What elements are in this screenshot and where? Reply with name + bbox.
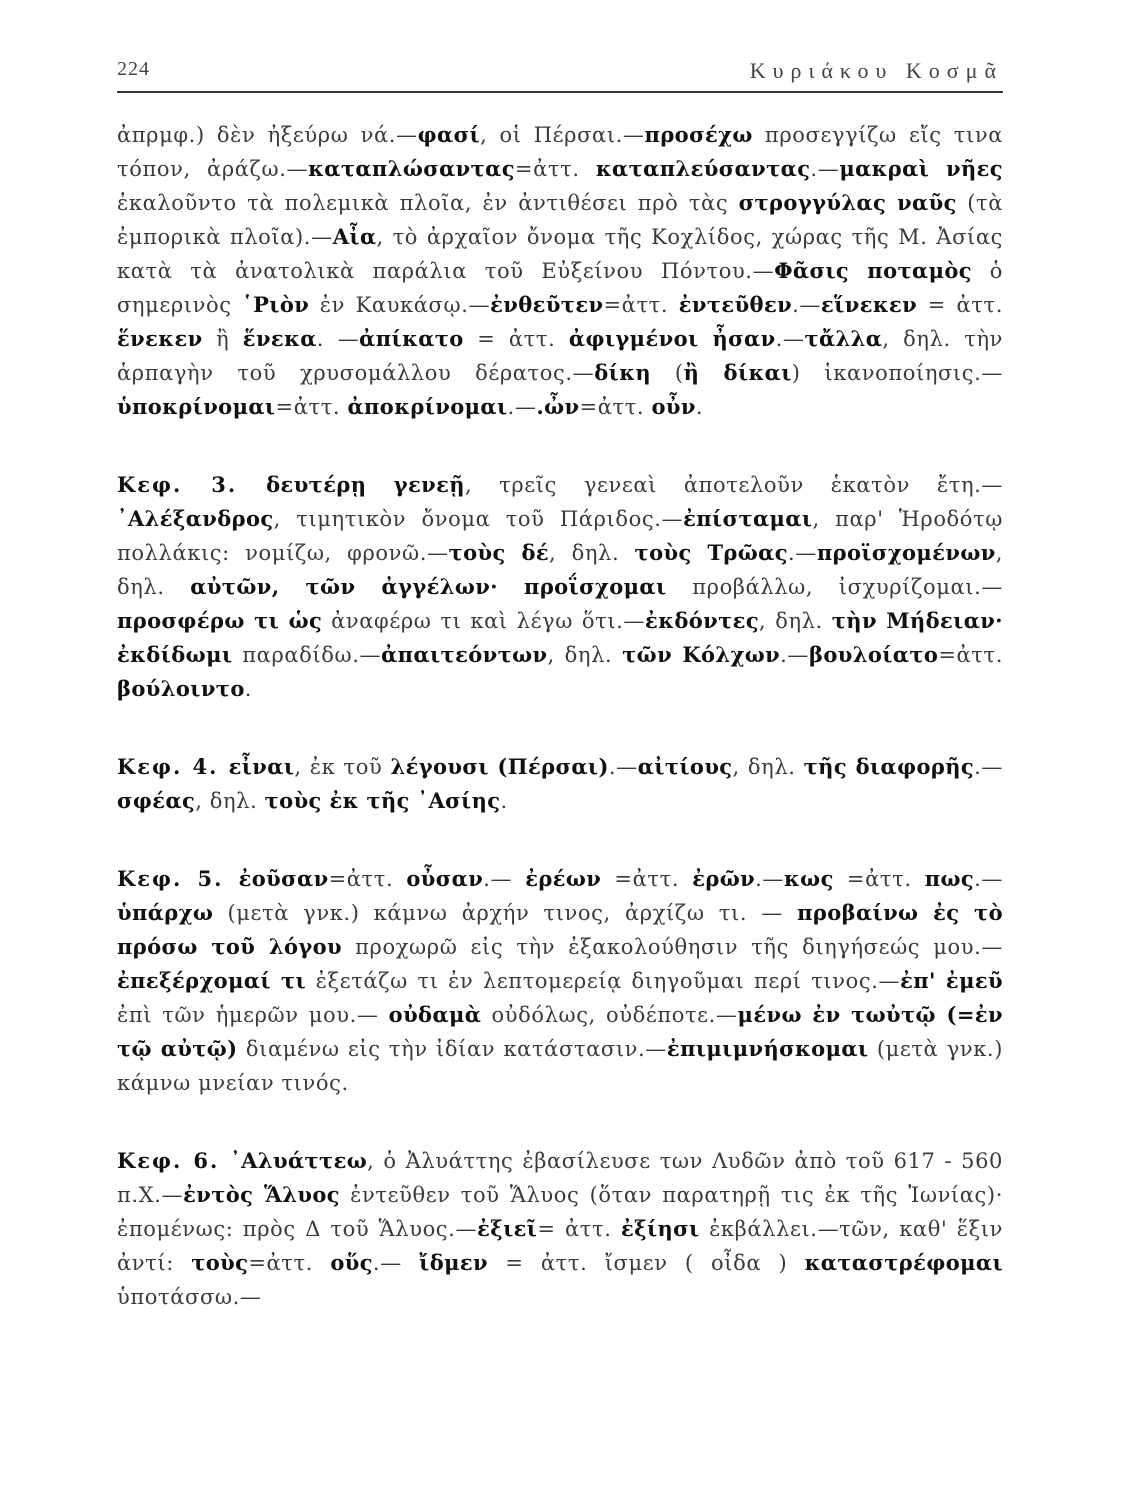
text-run: προσεγγίζω εἴς τινα τόπον, ἀράζω.— <box>117 123 1004 181</box>
paragraph-kef-5 <box>117 862 1003 1100</box>
bold-term: ῾Ριὸν <box>242 292 310 317</box>
bold-term: τοὺς δέ <box>448 540 550 565</box>
text-run: = ἀττ. <box>917 293 1004 317</box>
bold-term: τὴν Μήδειαν· ἐκδίδωμι <box>117 608 1003 667</box>
bold-term: οὖν <box>651 394 696 419</box>
page-header <box>117 58 1003 88</box>
text-run: ἐπὶ τῶν ἡμερῶν μου.— <box>117 1003 389 1027</box>
bold-term: προσφέρω τι ὡς <box>117 608 323 633</box>
body-text <box>117 118 1003 1314</box>
bold-term: ἐπ' ἐμεῦ <box>900 968 1003 993</box>
text-run: .— <box>787 541 817 565</box>
paragraph-intro <box>117 118 1003 424</box>
text-run: , δηλ. <box>759 609 832 633</box>
text-run: . <box>244 677 253 701</box>
text-run: .— <box>974 867 1003 891</box>
text-run: ( <box>651 361 684 385</box>
text-run: =ἀττ. <box>514 157 596 181</box>
text-run: (τὰ ἐμπορικὰ πλοῖα).— <box>117 191 1003 249</box>
section-label: Κεφ. 4. <box>117 754 229 779</box>
bold-term: οὐδαμὰ <box>388 1002 482 1027</box>
bold-term: ἐντὸς Ἅλυος <box>183 1182 340 1207</box>
text-run: (μετὰ γνκ.) κάμνω μνείαν τινός. <box>117 1037 1004 1095</box>
bold-term: φασί <box>417 122 481 147</box>
bold-term: Φᾶσις ποταμὸς <box>774 258 972 283</box>
bold-term: καταστρέφομαι <box>804 1250 1004 1275</box>
text-run: .— <box>810 157 840 181</box>
bold-term: τοὺς ἐκ τῆς ᾿Ασίης <box>264 788 501 813</box>
text-run: , ἐκ τοῦ <box>294 755 391 779</box>
text-run: , δηλ. <box>195 789 265 813</box>
text-run: ἢ <box>202 327 243 351</box>
text-run: διαμένω εἰς τὴν ἰδίαν κατάστασιν.— <box>237 1037 667 1061</box>
paragraph-kef-3 <box>117 468 1003 706</box>
text-run: .— <box>775 327 805 351</box>
bold-term: τῆς διαφορῆς <box>803 754 975 779</box>
page-number: 224 <box>117 58 150 80</box>
bold-term: ἕνεκα <box>242 326 317 351</box>
running-head: Κυριάκου Κοσμᾶ <box>749 58 1003 83</box>
text-run: .— <box>974 755 1004 779</box>
text-run: ἐν Καυκάσῳ.— <box>309 293 491 317</box>
text-run: ἐκαλοῦντο τὰ πολεμικὰ πλοῖα, ἐν ἀντιθέσει πρὸ τὰς <box>117 191 739 215</box>
text-run: =ἀττ. <box>579 395 652 419</box>
text-run: , τὸ ἀρχαῖον ὄνομα τῆς Κοχλίδος, χώρας τῆς Μ. Ἀσίας κατὰ τὰ ἀνατολικὰ παράλια τοῦ Εὐξείνου Πόντου.— <box>117 225 1003 283</box>
text-run: ἀπρμφ.) δὲν ἠξεύρω νά.— <box>117 123 418 147</box>
bold-term: δευτέρῃ γενεῇ <box>266 472 465 497</box>
text-run: =ἀττ. <box>275 395 348 419</box>
bold-term: ἐντεῦθεν <box>678 292 793 317</box>
bold-term: ἢ δίκαι <box>683 360 792 385</box>
bold-term: αὐτῶν, τῶν ἀγγέλων· προΐσχομαι <box>190 574 667 599</box>
bold-term: μακραὶ νῆες <box>839 156 1003 181</box>
paragraph-kef-6 <box>117 1144 1003 1314</box>
bold-term: ᾿Αλυάττεω <box>230 1148 368 1173</box>
text-run: , οἱ Πέρσαι.— <box>480 123 645 147</box>
bold-term: τἄλλα <box>804 326 883 351</box>
text-run: , ὁ Ἀλυάττης ἐβασίλευσε των Λυδῶν ἀπὸ τοῦ 617 - 560 π.Χ.— <box>117 1149 1004 1207</box>
bold-term: ἀποκρίνομαι <box>347 394 508 419</box>
section-label: Κεφ. 6. <box>117 1148 231 1173</box>
text-run: .— <box>507 395 537 419</box>
bold-term: ἕνεκεν <box>117 326 203 351</box>
bold-term: εἶναι <box>228 754 295 779</box>
text-run: . — <box>316 327 360 351</box>
text-run: ὑποτάσσω.— <box>117 1285 262 1309</box>
text-run: = ἀττ. <box>463 327 569 351</box>
bold-term: προβαίνω ἐς τὸ πρόσω τοῦ λόγου <box>117 900 1003 959</box>
text-run: παραδίδω.— <box>232 643 382 667</box>
bold-term: βουλοίατο <box>808 642 939 667</box>
text-run: , δηλ. <box>732 755 804 779</box>
bold-term: οὕς <box>330 1250 373 1275</box>
text-run: . <box>695 395 704 419</box>
text-run: .— <box>483 867 526 891</box>
bold-term: ἐρέων <box>525 866 602 891</box>
text-run: . <box>500 789 508 813</box>
bold-term: ἐνθεῦτεν <box>490 292 604 317</box>
paragraph-kef-4 <box>117 750 1003 818</box>
bold-term: .ὦν <box>536 394 580 419</box>
text-run: =ἀττ. <box>833 867 925 891</box>
bold-term: τῶν Κόλχων <box>622 642 781 667</box>
bold-term: ἴδμεν <box>419 1250 489 1275</box>
bold-term: ἀπίκατο <box>359 326 464 351</box>
text-run: =ἀττ. <box>601 867 693 891</box>
text-run: .— <box>755 867 785 891</box>
text-run: , δηλ. τὴν ἁρπαγὴν τοῦ χρυσομάλλου δέρατος.— <box>117 327 1004 385</box>
bold-term: ᾿Αλέξανδρος <box>117 506 274 531</box>
text-run: ὁ σημερινὸς <box>117 259 1003 317</box>
bold-term: ἐρῶν <box>692 866 756 891</box>
bold-term: αἰτίους <box>637 754 733 779</box>
bold-term: τοὺς <box>191 1250 249 1275</box>
bold-term: ἐπιμιμνήσκομαι <box>666 1036 869 1061</box>
text-run: =ἀττ. <box>603 293 679 317</box>
text-run: , τιμητικὸν ὄνομα τοῦ Πάριδος.— <box>273 507 684 531</box>
text-run: .— <box>780 643 809 667</box>
bold-term: ἐοῦσαν <box>238 866 329 891</box>
text-run: =ἀττ. <box>328 867 407 891</box>
bold-term: Αἶα <box>332 224 377 249</box>
text-run: , δηλ. <box>549 541 635 565</box>
text-run: = ἀττ. <box>537 1217 621 1241</box>
bold-term: ὑπάρχω <box>117 900 214 925</box>
text-run: .— <box>372 1251 420 1275</box>
text-run: , δηλ. <box>117 541 1003 599</box>
text-run: =ἀττ. <box>248 1251 331 1275</box>
section-label: Κεφ. 3. <box>117 472 267 497</box>
bold-term: καταπλώσαντας <box>308 156 515 181</box>
text-run: = ἀττ. ἴσμεν ( οἶδα ) <box>488 1251 805 1275</box>
text-run: .— <box>792 293 821 317</box>
bold-term: ἐκδόντες <box>645 608 760 633</box>
text-run: =ἀττ. <box>938 643 1003 667</box>
text-run: ἐξετάζω τι ἐν λεπτομερείᾳ διηγοῦμαι περί τινος.— <box>306 969 901 993</box>
bold-term: καταπλεύσαντας <box>595 156 811 181</box>
bold-term: ἀφιγμένοι ἦσαν <box>568 326 776 351</box>
bold-term: ἐπεξέρχομαί τι <box>117 968 307 993</box>
bold-term: προσέχω <box>644 122 753 147</box>
bold-term: λέγουσι (Πέρσαι) <box>390 754 609 779</box>
bold-term: εἵνεκεν <box>821 292 918 317</box>
bold-term: πως <box>924 866 975 891</box>
bold-term: κως <box>784 866 834 891</box>
bold-term: προϊσχομένων <box>816 540 996 565</box>
bold-term: οὖσαν <box>406 866 484 891</box>
text-run: .— <box>608 755 638 779</box>
bold-term: τοὺς Τρῶας <box>634 540 788 565</box>
text-run: ἐκβάλλει.—τῶν, καθ' ἕξιν ἀντί: <box>117 1217 1004 1275</box>
text-run: προβάλλω, ἰσχυρίζομαι.— <box>666 575 1004 599</box>
bold-term: ὑποκρίνομαι <box>117 394 276 419</box>
text-run: (μετὰ γνκ.) κάμνω ἀρχήν τινος, ἀρχίζω τι. — <box>213 901 798 925</box>
text-run: , παρ' Ἡροδότῳ πολλάκις: νομίζω, φρονῶ.— <box>117 507 1003 565</box>
section-label: Κεφ. 5. <box>117 866 239 891</box>
text-run: προχωρῶ εἰς τὴν ἐξακολούθησιν τῆς διηγήσεώς μου.— <box>342 935 1004 959</box>
text-run: οὐδόλως, οὐδέποτε.— <box>481 1003 738 1027</box>
text-run: ἐντεῦθεν τοῦ Ἅλυος (ὅταν παρατηρῇ τις ἐκ τῆς Ἰωνίας)· ἐπομένως: πρὸς Δ τοῦ Ἅλυος.— <box>117 1183 1003 1241</box>
text-run: ) ἱκανοποίησις.— <box>791 361 1004 385</box>
bold-term: ἀπαιτεόντων <box>381 642 548 667</box>
bold-term: δίκη <box>594 360 652 385</box>
text-run: , τρεῖς γενεαὶ ἀποτελοῦν ἑκατὸν ἔτη.— <box>464 473 1003 497</box>
bold-term: σφέας <box>117 788 196 813</box>
text-run: , δηλ. <box>547 643 623 667</box>
bold-term: μένω ἐν τωὐτῷ (=ἐν τῷ αὐτῷ) <box>117 1002 1003 1061</box>
bold-term: ἐξίησι <box>620 1216 700 1241</box>
bold-term: στρογγύλας ναῦς <box>738 190 957 215</box>
bold-term: ἐπίσταμαι <box>683 506 813 531</box>
header-rule <box>117 91 1003 93</box>
bold-term: βούλοιντο <box>117 676 245 701</box>
bold-term: ἐξιεῖ <box>477 1216 538 1241</box>
text-run: ἀναφέρω τι καὶ λέγω ὅτι.— <box>322 609 646 633</box>
